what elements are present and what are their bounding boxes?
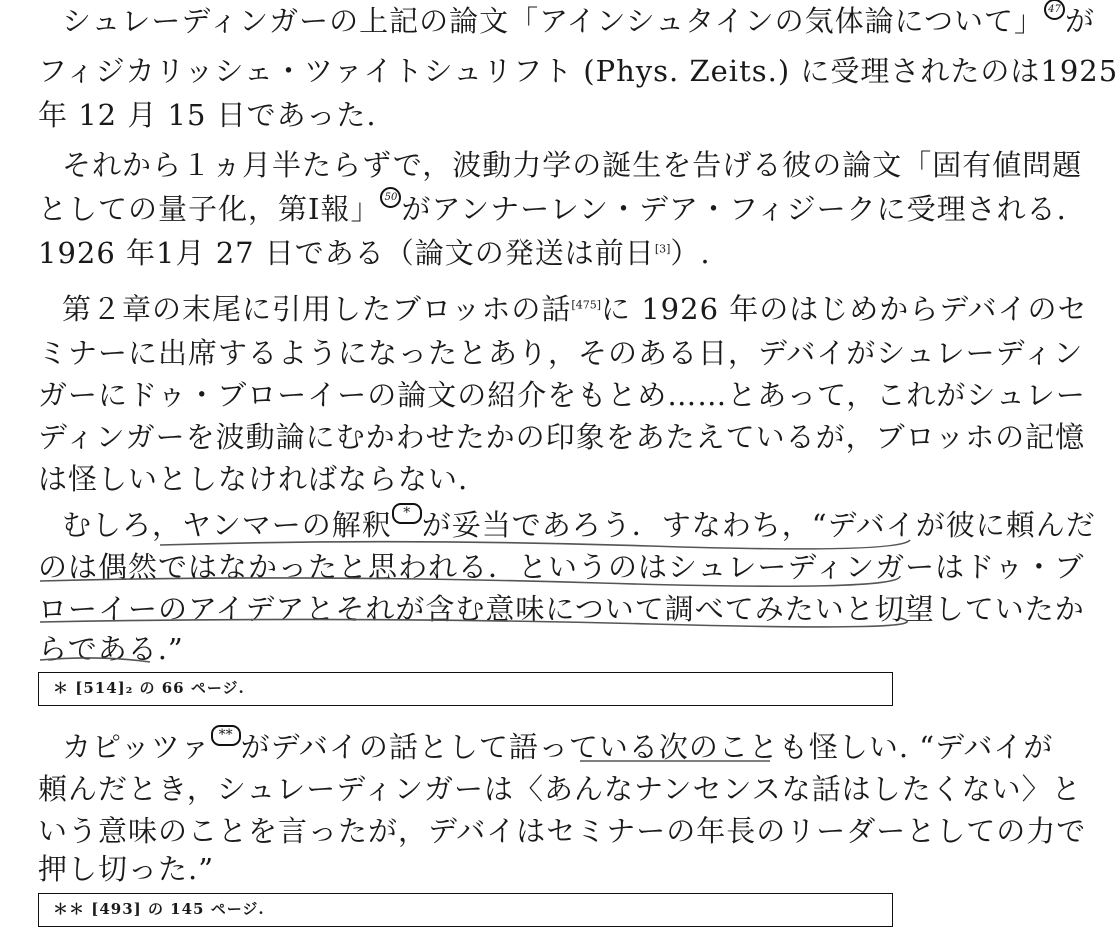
text-span: 第２章の末尾に引用したブロッホの話 xyxy=(62,292,572,326)
underline-mark xyxy=(40,576,900,586)
footnote-box: ＊ [514]₂ の 66 ページ. xyxy=(38,672,893,706)
text-span: いう意味のことを言ったが，デバイはセミナーの年長のリーダーとしての力で xyxy=(38,814,1087,848)
text-span: カピッツァ xyxy=(62,730,211,764)
text-span: それから１ヵ月半たらずで，波動力学の誕生を告げる彼の論文「固有値問題 xyxy=(62,148,1083,182)
footnote-marker-circle: ** xyxy=(211,725,241,746)
text-span: 頼んだとき，シュレーディンガーは〈あんなナンセンスな話はしたくない〉と xyxy=(38,772,1082,806)
text-span: シュレーディンガーの上記の論文「アインシュタインの気体論について」 xyxy=(62,4,1045,38)
text-span: のは偶然ではなかったと思われる．というのはシュレーディンガーはドゥ・ブ xyxy=(38,550,1085,584)
text-span: ガーにドゥ・ブローイーの論文の紹介をもとめ……とあって，これがシュレー xyxy=(38,378,1086,412)
reference-superscript: [475] xyxy=(571,298,602,312)
text-span: がアンナーレン・デア・フィジークに受理される. xyxy=(401,192,1067,226)
text-span: ディンガーを波動論にむかわせたかの印象をあたえているが，ブロッホの記憶 xyxy=(38,420,1086,454)
text-span: に 1926 年のはじめからデバイのセ xyxy=(601,292,1088,326)
text-span: がデバイの話として語っている次のことも怪しい. “デバイが xyxy=(240,730,1054,764)
text-span: ）. xyxy=(670,236,711,270)
citation-circle: 50 xyxy=(380,187,401,208)
text-span: が妥当であろう．すなわち，“デバイが彼に頼んだ xyxy=(421,508,1096,542)
underline-mark xyxy=(160,540,910,549)
underline-mark xyxy=(40,618,907,627)
text-span: は怪しいとしなければならない. xyxy=(38,462,469,496)
text-span: ミナーに出席するようになったとあり，そのある日，デバイがシュレーディン xyxy=(38,336,1084,370)
reference-superscript: [3] xyxy=(654,242,671,256)
text-span: フィジカリッシェ・ツァイトシュリフト (Phys. Zeits.) に受理されたのは1925 xyxy=(38,54,1118,88)
text-span: 押し切った.” xyxy=(38,852,215,886)
text-span: 年 12 月 15 日であった. xyxy=(38,98,377,132)
underline-mark xyxy=(40,658,150,662)
text-span: ローイーのアイデアとそれが含む意味について調べてみたいと切望していたか xyxy=(38,592,1085,626)
citation-circle: 47 xyxy=(1044,0,1065,20)
text-span: 1926 年1月 27 日である（論文の発送は前日 xyxy=(38,236,655,270)
footnote-box: ＊＊ [493] の 145 ページ. xyxy=(38,893,893,927)
text-span: らである.” xyxy=(38,632,184,666)
text-span: としての量子化，第Ⅰ報」 xyxy=(38,192,381,226)
text-span: が xyxy=(1065,4,1096,38)
text-span: むしろ，ヤンマーの解釈 xyxy=(62,508,392,542)
footnote-marker-circle: * xyxy=(392,503,422,524)
